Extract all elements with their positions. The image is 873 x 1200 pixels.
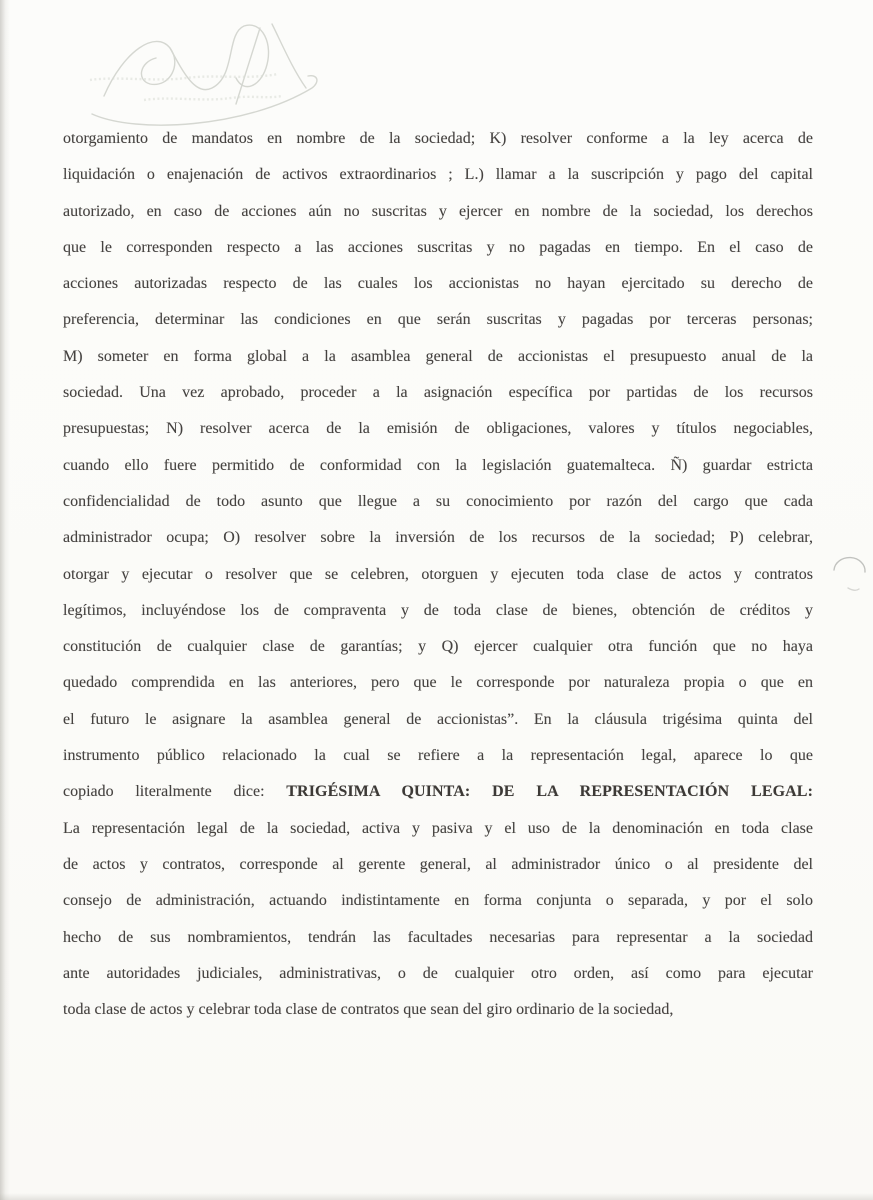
text-line: constitución de cualquier clase de garantías; y Q) ejercer cualquier otra función que no haya — [63, 638, 813, 656]
text-line: administrador ocupa; O) resolver sobre la inversión de los recursos de la sociedad; P) celebrar, — [63, 529, 813, 547]
signature-stamp-area — [86, 16, 336, 131]
text-line: confidencialidad de todo asunto que llegue a su conocimiento por razón del cargo que cada — [63, 492, 813, 510]
text-line: hecho de sus nombramientos, tendrán las facultades necesarias para representar a la sociedad — [63, 928, 813, 946]
text-line: presupuestas; N) resolver acerca de la emisión de obligaciones, valores y títulos negociables, — [63, 420, 813, 438]
text-line: quedado comprendida en las anteriores, pero que le corresponde por naturaleza propia o que en — [63, 674, 813, 692]
text-line: M) someter en forma global a la asamblea general de accionistas el presupuesto anual de la — [63, 347, 813, 365]
text-line: instrumento público relacionado la cual se refiere a la representación legal, aparece lo que — [63, 747, 813, 765]
text-line: que le corresponden respecto a las acciones suscritas y no pagadas en tiempo. En el caso de — [63, 238, 813, 256]
text-line: preferencia, determinar las condiciones en que serán suscritas y pagadas por terceras personas; — [63, 311, 813, 329]
text-line: otorgamiento de mandatos en nombre de la sociedad; K) resolver conforme a la ley acerca de — [63, 130, 813, 147]
text-line: legítimos, incluyéndose los de compraventa y de toda clase de bienes, obtención de créditos y — [63, 601, 813, 619]
text-line: el futuro le asignare la asamblea general de accionistas”. En la cláusula trigésima quinta del — [63, 710, 813, 728]
text-line: otorgar y ejecutar o resolver que se celebren, otorguen y ejecuten toda clase de actos y contratos — [63, 565, 813, 583]
pen-arc-icon — [828, 548, 873, 603]
text-line-clause-heading — [63, 774, 813, 810]
text-line: ante autoridades judiciales, administrativas, o de cualquier otro orden, así como para ejecutar — [63, 964, 813, 982]
signature-flourish-icon — [86, 16, 336, 131]
text-line: La representación legal de la sociedad, activa y pasiva y el uso de la denominación en toda clase — [63, 819, 813, 837]
scan-edge-shadow-bottom — [0, 1193, 873, 1200]
text-line: acciones autorizadas respecto de las cuales los accionistas no hayan ejercitado su derecho de — [63, 275, 813, 293]
text-line: sociedad. Una vez aprobado, proceder a la asignación específica por partidas de los recursos — [63, 384, 813, 402]
scan-edge-shadow-left — [0, 0, 10, 1200]
text-line: liquidación o enajenación de activos extraordinarios ; L.) llamar a la suscripción y pago del capital — [63, 166, 813, 184]
heading-prefix: copiado literalmente dice: — [63, 783, 287, 801]
document-text-block — [63, 121, 813, 1028]
pen-arc-mark — [828, 548, 873, 603]
clause-heading-bold: TRIGÉSIMA QUINTA: DE LA REPRESENTACIÓN LEGAL: — [286, 783, 813, 801]
text-line: consejo de administración, actuando indistintamente en forma conjunta o separada, y por el solo — [63, 892, 813, 910]
text-line: autorizado, en caso de acciones aún no suscritas y ejercer en nombre de la sociedad, los derechos — [63, 202, 813, 220]
text-line: toda clase de actos y celebrar toda clase de contratos que sean del giro ordinario de la sociedad, — [63, 1001, 674, 1019]
text-line: cuando ello fuere permitido de conformidad con la legislación guatemalteca. Ñ) guardar estricta — [63, 456, 813, 474]
text-line: de actos y contratos, corresponde al gerente general, al administrador único o al presidente del — [63, 855, 813, 873]
